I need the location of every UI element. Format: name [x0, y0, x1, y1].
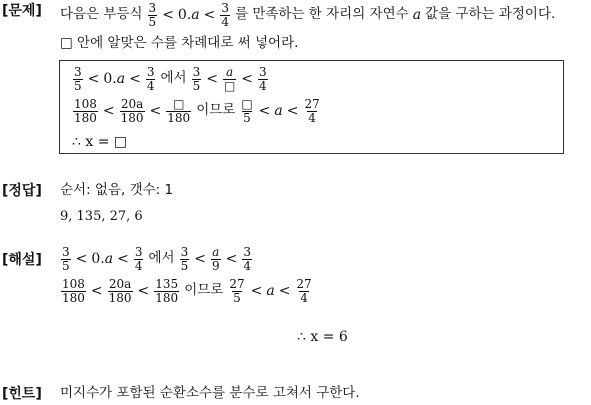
text-imeuro: 이므로: [184, 282, 224, 299]
fraction: $\frac{135}{180}$: [155, 277, 179, 305]
fraction: $\frac{3}{5}$: [74, 65, 82, 93]
fraction: $\frac{3}{5}$: [62, 245, 70, 273]
fraction: $\frac{3}{4}$: [134, 245, 143, 273]
lt-sign: <: [162, 7, 174, 24]
lt-sign: <: [225, 251, 238, 268]
problem-text-b: 를 만족하는 한 자리의 자연수: [235, 6, 409, 23]
box-row-3: ∴ x = □: [72, 134, 128, 150]
variable-a: a: [274, 103, 283, 120]
hint-tag: [힌트]: [2, 386, 42, 402]
fraction: $\frac{27}{4}$: [296, 277, 312, 305]
fraction: $\frac{a}{□}$: [223, 65, 236, 93]
lt-sign: <: [117, 251, 129, 268]
fraction: $\frac{27}{5}$: [229, 277, 245, 305]
fraction: $\frac{108}{180}$: [74, 97, 97, 125]
lt-sign: <: [129, 71, 141, 88]
text-imeuro: 이므로: [196, 102, 236, 119]
repeating-decimal: 0.a: [91, 251, 114, 268]
lt-sign: <: [286, 103, 299, 120]
fraction: $\frac{20a}{180}$: [120, 97, 144, 125]
answer-line-2: 9, 135, 27, 6: [60, 209, 143, 224]
fraction: $\frac{3}{5}$: [148, 1, 157, 29]
lt-sign: <: [203, 7, 216, 24]
lt-sign: <: [75, 251, 88, 268]
fraction: $\frac{3}{4}$: [243, 245, 251, 273]
text-eseo: 에서: [148, 250, 175, 267]
hint-text: 미지수가 포함된 순환소수를 분수로 고쳐서 구한다.: [60, 385, 360, 401]
lt-sign: <: [149, 103, 162, 120]
fraction: $\frac{3}{4}$: [259, 65, 267, 93]
fraction: $\frac{3}{5}$: [192, 65, 201, 93]
fraction: $\frac{3}{4}$: [146, 65, 155, 93]
fraction: $\frac{a}{9}$: [211, 245, 220, 273]
lt-sign: <: [278, 283, 291, 300]
lt-sign: <: [206, 71, 218, 88]
explanation-row-2: [60, 278, 314, 304]
answer-line-1: 순서: 없음, 갯수: 1: [60, 182, 174, 198]
fraction: $\frac{□}{5}$: [241, 97, 253, 125]
problem-text-a: 다음은 부등식: [60, 6, 143, 23]
lt-sign: <: [87, 71, 100, 88]
problem-tag: [문제]: [2, 3, 42, 19]
explanation-conclusion: ∴ x = 6: [297, 329, 348, 345]
fraction: $\frac{3}{4}$: [221, 1, 230, 29]
lt-sign: <: [102, 103, 115, 120]
problem-line-1: [60, 2, 555, 28]
lt-sign: <: [137, 283, 150, 300]
lt-sign: <: [241, 71, 254, 88]
box-row-2: [72, 98, 322, 124]
fraction: $\frac{3}{5}$: [180, 245, 189, 273]
answer-tag: [정답]: [2, 183, 42, 199]
explanation-tag: [해설]: [2, 252, 42, 268]
fraction: $\frac{27}{4}$: [304, 97, 320, 125]
lt-sign: <: [250, 283, 263, 300]
lt-sign: <: [90, 283, 103, 300]
fraction: $\frac{20a}{180}$: [108, 277, 132, 305]
fraction: $\frac{□}{180}$: [167, 97, 191, 125]
problem-text-c: 값을 구하는 과정이다.: [425, 6, 556, 23]
lt-sign: <: [194, 251, 206, 268]
repeating-decimal: 0.a: [177, 7, 200, 24]
lt-sign: <: [258, 103, 271, 120]
variable-a: a: [266, 283, 275, 300]
text-eseo: 에서: [160, 70, 187, 87]
explanation-row-1: [60, 246, 253, 272]
variable-a: a: [412, 7, 422, 24]
fraction: $\frac{108}{180}$: [62, 277, 85, 305]
box-row-1: [72, 66, 269, 92]
repeating-decimal: 0.a: [103, 71, 126, 88]
problem-line-2: □ 안에 알맞은 수를 차례대로 써 넣어라.: [60, 35, 299, 51]
